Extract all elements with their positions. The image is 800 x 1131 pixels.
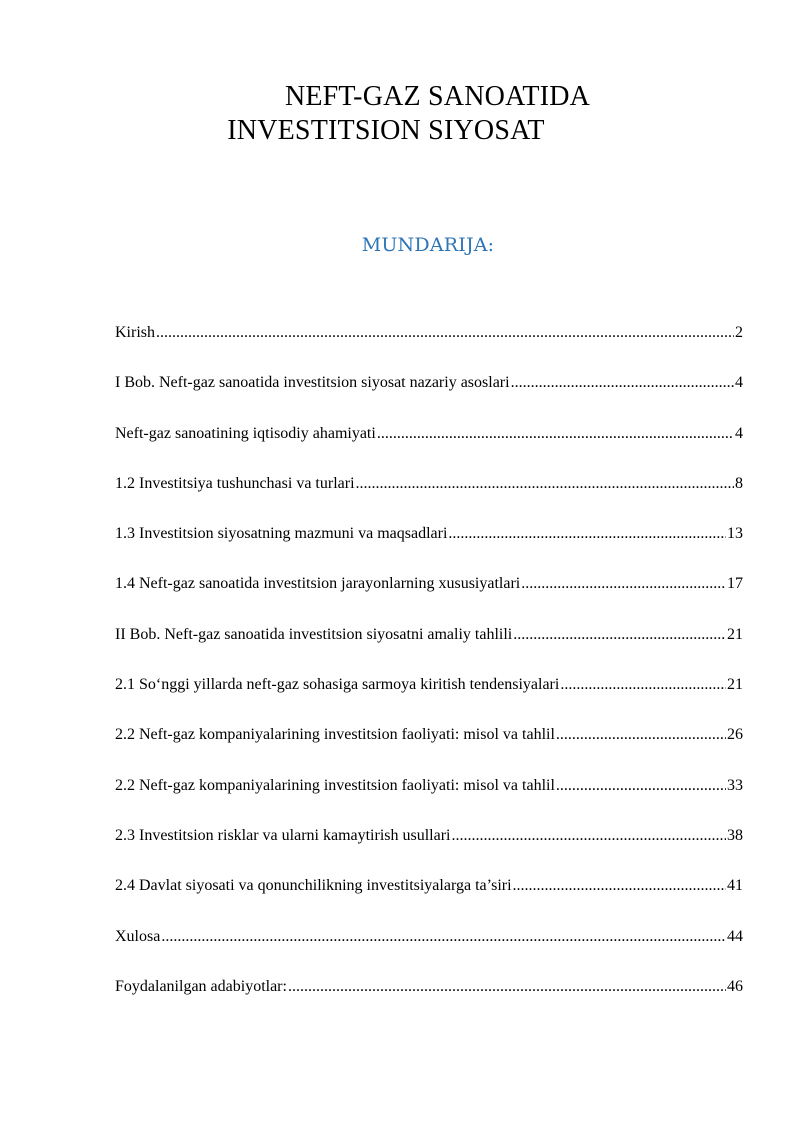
toc-entry-page: 38 [727,826,743,844]
toc-leader-dots [288,974,726,1000]
toc-entry-page: 21 [727,625,743,643]
title-line-1: NEFT-GAZ SANOATIDA [284,81,591,112]
toc-entry-chapter-1[interactable] [115,370,743,420]
toc-entry-text: 2.1 So‘nggi yillarda neft-gaz sohasiga sarmoya kiritish tendensiyalari [115,676,560,694]
toc-entry-1-2[interactable] [115,471,743,521]
toc-leader-dots [513,873,726,899]
toc-entry-text: Xulosa [115,927,161,945]
toc-entry-page: 26 [727,726,743,744]
toc-leader-dots [513,622,726,648]
toc-entry-text: 2.3 Investitsion risklar va ularni kamaytirish usullari [115,826,451,844]
toc-entry-page: 41 [727,877,743,895]
toc-entry-1-3[interactable] [115,521,743,571]
toc-entry-text: 1.2 Investitsiya tushunchasi va turlari [115,474,355,492]
toc-entry-text: Foydalanilgan adabiyotlar: [115,977,287,995]
toc-entry-page: 4 [735,374,743,392]
toc-leader-dots [560,672,726,698]
toc-leader-dots [556,722,726,748]
toc-entry-1-1[interactable] [115,421,743,471]
toc-entry-text: I Bob. Neft-gaz sanoatida investitsion siyosat nazariy asoslari [115,374,510,392]
toc-entry-text: II Bob. Neft-gaz sanoatida investitsion siyosatni amaliy tahlili [115,625,513,643]
document-title [0,80,800,148]
toc-entry-kirish[interactable] [115,320,743,370]
toc-entry-text: 1.3 Investitsion siyosatning mazmuni va maqsadlari [115,525,448,543]
toc-entry-2-2-b[interactable] [115,773,743,823]
toc-leader-dots [161,924,726,950]
toc-entry-text: 1.4 Neft-gaz sanoatida investitsion jarayonlarning xususiyatlari [115,575,521,593]
toc-entry-chapter-2[interactable] [115,622,743,672]
toc-leader-dots [511,370,734,396]
toc-entry-1-4[interactable] [115,571,743,621]
toc-entry-2-2-a[interactable] [115,722,743,772]
toc-entry-text: Neft-gaz sanoatining iqtisodiy ahamiyati [115,424,376,442]
toc-entry-page: 4 [735,424,743,442]
toc-entry-xulosa[interactable] [115,924,743,974]
toc-entry-page: 33 [727,776,743,794]
toc-leader-dots [521,571,726,597]
toc-leader-dots [156,320,734,346]
toc-entry-text: 2.2 Neft-gaz kompaniyalarining investitsion faoliyati: misol va tahlil [115,726,555,744]
toc-entry-2-4[interactable] [115,873,743,923]
toc-entry-page: 44 [727,927,743,945]
toc-entry-page: 8 [735,474,743,492]
toc-leader-dots [556,773,726,799]
toc-entry-2-1[interactable] [115,672,743,722]
toc-entry-text: Kirish [115,324,155,341]
toc-entry-references[interactable] [115,974,743,1024]
table-of-contents [115,320,743,1024]
toc-entry-page: 17 [727,575,743,593]
toc-heading: MUNDARIJA: [361,234,495,256]
toc-entry-text: 2.4 Davlat siyosati va qonunchilikning investitsiyalarga ta’siri [115,877,512,895]
toc-entry-2-3[interactable] [115,823,743,873]
toc-leader-dots [377,421,734,447]
toc-entry-page: 46 [727,977,743,995]
toc-entry-text: 2.2 Neft-gaz kompaniyalarining investitsion faoliyati: misol va tahlil [115,776,555,794]
title-line-2: INVESTITSION SIYOSAT [227,115,545,146]
toc-entry-page: 2 [735,324,743,341]
toc-entry-page: 13 [727,525,743,543]
toc-leader-dots [356,471,734,497]
toc-leader-dots [452,823,727,849]
toc-entry-page: 21 [727,676,743,694]
toc-leader-dots [448,521,726,547]
